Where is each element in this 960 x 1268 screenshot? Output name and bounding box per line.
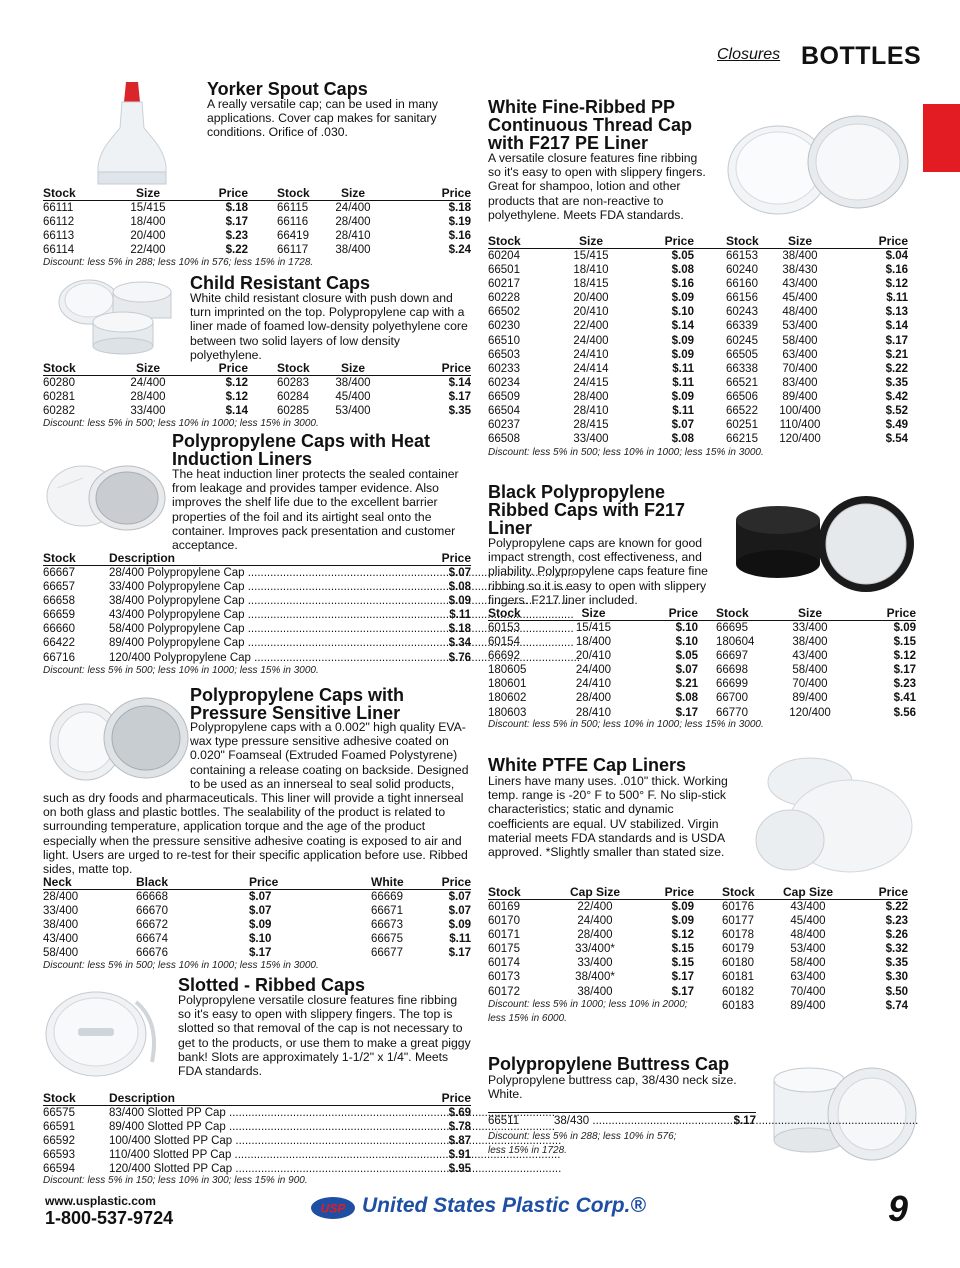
- table-row: 66659 43/400 Polypropylene Cap ..... $.11: [43, 608, 471, 622]
- col-header-stock: Stock: [248, 187, 308, 201]
- table-row: 66591 89/400 Slotted PP Cap ..... $.78: [43, 1120, 471, 1134]
- fine-ribbed-title: White Fine-Ribbed PP Continuous Thread Cap with F217 PE Liner: [488, 97, 692, 153]
- table-row: 66509 28/400 $.09 66506 89/400 $.42: [488, 390, 908, 403]
- pressure-sensitive-discount: Discount: less 5% in 500; less 10% in 1000; less 15% in 3000.: [43, 960, 319, 971]
- child-resistant-price-table: [43, 362, 471, 418]
- col-header-price: Price: [398, 187, 471, 201]
- col-header-stock: Stock: [43, 362, 103, 376]
- col-header-stock: Stock: [488, 235, 546, 249]
- table-row: 60174 33/400 $.15 60180 58/400 $.35: [488, 957, 908, 970]
- category-link-closures[interactable]: Closures: [717, 46, 781, 63]
- heat-induction-price-table: [43, 552, 471, 665]
- col-header-size: Size: [103, 187, 193, 201]
- table-row: 66716 120/400 Polypropylene Cap ..... $.76: [43, 651, 471, 665]
- svg-text:USP: USP: [320, 1201, 346, 1216]
- col-header-stock: Stock: [248, 362, 308, 376]
- table-row: 58/400 66676 $.17 66677 $.17: [43, 947, 471, 960]
- col-header-price: Price: [441, 1091, 471, 1105]
- child-resistant-cap-image: [55, 272, 183, 358]
- col-header-price: Price: [421, 876, 471, 890]
- table-row: 60169 22/400 $.09 60176 43/400 $.22: [488, 901, 908, 913]
- black-cap-price-table: [488, 607, 916, 720]
- slotted-cap-image: [40, 982, 170, 1082]
- yorker-discount: Discount: less 5% in 288; less 10% in 576; less 15% in 1728.: [43, 257, 314, 268]
- table-row: 60175 33/400* $.15 60179 53/400 $.32: [488, 943, 908, 956]
- heat-induction-title: Polypropylene Caps with Heat Induction Liners: [172, 431, 431, 469]
- table-row: 66114 22/400 $.22 66117 38/400 $.24: [43, 244, 471, 257]
- table-row: 66508 33/400 $.08 66215 120/400 $.54: [488, 433, 908, 446]
- col-header-price: Price: [636, 235, 694, 249]
- table-row: 60281 28/400 $.12 60284 45/400 $.17: [43, 391, 471, 404]
- buttress-description: Polypropylene buttress cap, 38/430 neck size. White.: [488, 1073, 737, 1102]
- page-number: 9: [888, 1188, 909, 1229]
- table-row: 60183 89/400 $.74: [722, 999, 908, 1012]
- col-header-stock: Stock: [694, 235, 754, 249]
- col-header-cap-size: Cap Size: [546, 886, 644, 900]
- table-row: 60228 20/400 $.09 66156 45/400 $.11: [488, 292, 908, 305]
- col-header-size: Size: [103, 362, 193, 376]
- buttress-discount-line-2: less 15% in 1728.: [488, 1145, 567, 1156]
- table-row: 60170 24/400 $.09 60177 45/400 $.23: [488, 915, 908, 928]
- table-row: 66511 38/430 ..... $.17: [488, 1114, 756, 1128]
- fine-ribbed-price-table: [488, 235, 908, 446]
- table-row: 60153 15/415 $.10 66695 33/400 $.09: [488, 622, 916, 634]
- buttress-title: Polypropylene Buttress Cap: [488, 1054, 730, 1074]
- col-header-description: Description: [109, 1092, 441, 1106]
- col-header-size: Size: [754, 235, 846, 249]
- table-row: 60204 15/415 $.05 66153 38/400 $.04: [488, 250, 908, 262]
- pressure-sensitive-description: Polypropylene caps with a 0.002" high quality EVA-wax type pressure sensitive adhesive coated on 0.020" Foamseal (Extruded Foamed Polystyrene) containing a release coating on backside. Designed to be used as an innerseal to seal solid products, such as dry foods and pharmaceuticals. This liner will provide a tight innerseal on both glass and plastic bottles. The sealability of the product is related to surrounding temperature, application torque and the age of the product especially when the pressure sensitive adhesive coating is exposed to air and light. Users are urged to re-test for their specific application before use. Ribbed sides, matte top.: [43, 720, 469, 877]
- yorker-description: A really versatile cap; can be used in many applications. Cover cap makes for sanitary conditions. Orifice of .030.: [207, 97, 439, 140]
- table-row: 66504 28/410 $.11 66522 100/400 $.52: [488, 405, 908, 418]
- ptfe-liner-image: [750, 752, 920, 884]
- table-row: 60173 38/400* $.17 60181 63/400 $.30: [488, 971, 908, 984]
- buttress-price-table: [488, 1114, 756, 1128]
- table-row: 60233 24/414 $.11 66338 70/400 $.22: [488, 362, 908, 375]
- company-name: United States Plastic Corp.®: [362, 1194, 646, 1217]
- ptfe-description: Liners have many uses. .010" thick. Working temp. range is -20° F to 500° F. No slip-stick characteristics; static and dynamic coefficients are equal. UV stabilized. Virgin material meets FDA standards and is USDA approved. *Slightly smaller than stated size.: [488, 774, 728, 860]
- child-resistant-discount: Discount: less 5% in 500; less 10% in 1000; less 15% in 3000.: [43, 418, 319, 429]
- table-row: 60171 28/400 $.12 60178 48/400 $.26: [488, 929, 908, 942]
- col-header-price: Price: [846, 235, 908, 249]
- col-header-stock: Stock: [694, 886, 768, 900]
- table-row: 180603 28/410 $.17 66770 120/400 $.56: [488, 706, 916, 719]
- buttress-discount-line-1: Discount: less 5% in 288; less 10% in 576;: [488, 1131, 677, 1142]
- heat-induction-discount: Discount: less 5% in 500; less 10% in 1000; less 15% in 3000.: [43, 665, 319, 676]
- yorker-spout-cap-image: [92, 80, 172, 188]
- website-link[interactable]: www.usplastic.com: [45, 1194, 156, 1208]
- col-header-description: Description: [109, 552, 441, 566]
- table-row: 60282 33/400 $.14 60285 53/400 $.35: [43, 405, 471, 418]
- heat-induction-description: The heat induction liner protects the sealed container from leakage and provides tamper evidence. Also improves the shelf life due to the excellent barrier properties of the foil and its airtight seal onto the container. Improves pack presentation and customer acceptance.: [172, 467, 459, 553]
- table-row: 66660 58/400 Polypropylene Cap ..... $.18: [43, 622, 471, 636]
- table-row: 60230 22/400 $.14 66339 53/400 $.14: [488, 320, 908, 333]
- slotted-discount: Discount: less 5% in 150; less 10% in 300; less 15% in 900.: [43, 1175, 308, 1186]
- col-header-size: Size: [546, 235, 636, 249]
- table-row: 66657 33/400 Polypropylene Cap ..... $.08: [43, 580, 471, 594]
- pressure-sensitive-title: Polypropylene Caps with Pressure Sensitive Liner: [190, 685, 405, 723]
- pressure-sensitive-price-table: [43, 876, 471, 960]
- table-row: 66113 20/400 $.23 66419 28/410 $.16: [43, 230, 471, 243]
- table-row: 66510 24/400 $.09 60245 58/400 $.17: [488, 334, 908, 347]
- table-row: 60217 18/415 $.16 66160 43/400 $.12: [488, 278, 908, 291]
- yorker-title: Yorker Spout Caps: [207, 79, 368, 99]
- table-row: 33/400 66670 $.07 66671 $.07: [43, 905, 471, 918]
- slotted-price-table: [43, 1092, 471, 1176]
- table-row: 38/400 66672 $.09 66673 $.09: [43, 919, 471, 932]
- child-resistant-title: Child Resistant Caps: [190, 273, 371, 293]
- table-row: 66501 18/410 $.08 60240 38/430 $.16: [488, 264, 908, 277]
- col-header-size: Size: [308, 362, 398, 376]
- table-row: 66112 18/400 $.17 66116 28/400 $.19: [43, 216, 471, 229]
- ptfe-title: White PTFE Cap Liners: [488, 755, 687, 775]
- col-header-neck: Neck: [43, 876, 136, 890]
- fine-ribbed-description: A versatile closure features fine ribbing so it's easy to open with slippery fingers. Great for shampoo, lotion and other products that are non-reactive to polyethylene. Meets FDA standards.: [488, 151, 706, 222]
- col-header-price: Price: [848, 886, 908, 900]
- table-row: 60280 24/400 $.12 60283 38/400 $.14: [43, 377, 471, 389]
- usp-logo: [310, 1196, 356, 1220]
- black-ribbed-cap-image: [732, 490, 917, 598]
- table-row: 43/400 66674 $.10 66675 $.11: [43, 933, 471, 946]
- yorker-price-table: [43, 187, 471, 257]
- table-row: 66667 28/400 Polypropylene Cap ..... $.07: [43, 566, 471, 581]
- heat-induction-cap-image: [43, 440, 169, 540]
- section-heading-bottles: BOTTLES: [801, 42, 922, 70]
- table-row: 180602 28/400 $.08 66700 89/400 $.41: [488, 692, 916, 705]
- slotted-description: Polypropylene versatile closure features fine ribbing so it's easy to open with slippery fingers. The top is slotted so that removal of the cap is not necessary to get to the products, or use them to make a great piggy bank! Slots are approximately 1-1/2" x 1/4". Meets FDA standards.: [178, 993, 471, 1079]
- table-row: 180605 24/400 $.07 66698 58/400 $.17: [488, 664, 916, 677]
- table-row: 66593 110/400 Slotted PP Cap ..... $.91: [43, 1148, 471, 1162]
- col-header-price: Price: [193, 362, 248, 376]
- col-header-price: Price: [641, 607, 698, 621]
- section-tab-marker: [923, 104, 960, 172]
- col-header-size: Size: [546, 607, 641, 621]
- black-cap-discount: Discount: less 5% in 500; less 10% in 1000; less 15% in 3000.: [488, 719, 764, 730]
- table-row: 60234 24/415 $.11 66521 83/400 $.35: [488, 376, 908, 389]
- col-header-stock: Stock: [43, 187, 103, 201]
- col-header-stock: Stock: [698, 607, 770, 621]
- col-header-white: White: [299, 876, 421, 890]
- col-header-stock: Stock: [488, 607, 546, 621]
- col-header-black: Black: [136, 876, 249, 890]
- table-row: 66422 89/400 Polypropylene Cap ..... $.34: [43, 636, 471, 650]
- table-row: 60154 18/400 $.10 180604 38/400 $.15: [488, 636, 916, 649]
- col-header-price: Price: [398, 362, 471, 376]
- table-row: 66594 120/400 Slotted PP Cap ..... $.95: [43, 1162, 471, 1176]
- ptfe-price-table: [488, 886, 908, 1013]
- table-row: 66502 20/410 $.10 60243 48/400 $.13: [488, 306, 908, 319]
- table-row: 66658 38/400 Polypropylene Cap ..... $.09: [43, 594, 471, 608]
- col-header-size: Size: [308, 187, 398, 201]
- col-header-stock: Stock: [43, 1092, 109, 1106]
- table-row: 60172 38/400 $.17 60182 70/400 $.50: [488, 985, 908, 998]
- table-row: 66575 83/400 Slotted PP Cap ..... $.69: [43, 1106, 471, 1121]
- col-header-price: Price: [249, 876, 299, 890]
- ptfe-discount-line-1: Discount: less 5% in 1000; less 10% in 2000;: [488, 999, 688, 1010]
- table-row: 60237 28/415 $.07 60251 110/400 $.49: [488, 419, 908, 432]
- table-row: 66111 15/415 $.18 66115 24/400 $.18: [43, 202, 471, 214]
- table-row: 180601 24/410 $.21 66699 70/400 $.23: [488, 678, 916, 691]
- buttress-cap-image: [768, 1060, 920, 1164]
- phone-number: 1-800-537-9724: [45, 1208, 174, 1228]
- col-header-cap-size: Cap Size: [768, 886, 848, 900]
- table-row: 66503 24/410 $.09 66505 63/400 $.21: [488, 348, 908, 361]
- fine-ribbed-cap-image: [722, 108, 912, 220]
- table-row: 66692 20/410 $.05 66697 43/400 $.12: [488, 650, 916, 663]
- black-cap-title: Black Polypropylene Ribbed Caps with F217 Liner: [488, 482, 686, 538]
- col-header-price: Price: [441, 551, 471, 565]
- buttress-rule: [488, 1112, 756, 1113]
- col-header-price: Price: [644, 886, 694, 900]
- col-header-price: Price: [193, 187, 248, 201]
- ptfe-discount-line-2: less 15% in 6000.: [488, 1013, 567, 1024]
- slotted-title: Slotted - Ribbed Caps: [178, 975, 366, 995]
- col-header-price: Price: [850, 607, 916, 621]
- col-header-size: Size: [770, 607, 850, 621]
- table-row: 28/400 66668 $.07 66669 $.07: [43, 891, 471, 903]
- text-wrap-spacer: [43, 720, 190, 790]
- col-header-stock: Stock: [488, 886, 546, 900]
- black-cap-description: Polypropylene caps are known for good impact strength, cost effectiveness, and pliability. Polypropylene caps feature fine ribbing so it is easy to open with slippery fingers. F217 liner included.: [488, 536, 708, 607]
- fine-ribbed-discount: Discount: less 5% in 500; less 10% in 1000; less 15% in 3000.: [488, 447, 764, 458]
- table-row: 66592 100/400 Slotted PP Cap ..... $.87: [43, 1134, 471, 1148]
- child-resistant-description: White child resistant closure with push down and turn imprinted on the top. Polypropylene cap with a liner made of foamed low-density polyethylene core between two solid layers of low density polyethylene.: [190, 291, 468, 362]
- col-header-stock: Stock: [43, 552, 109, 566]
